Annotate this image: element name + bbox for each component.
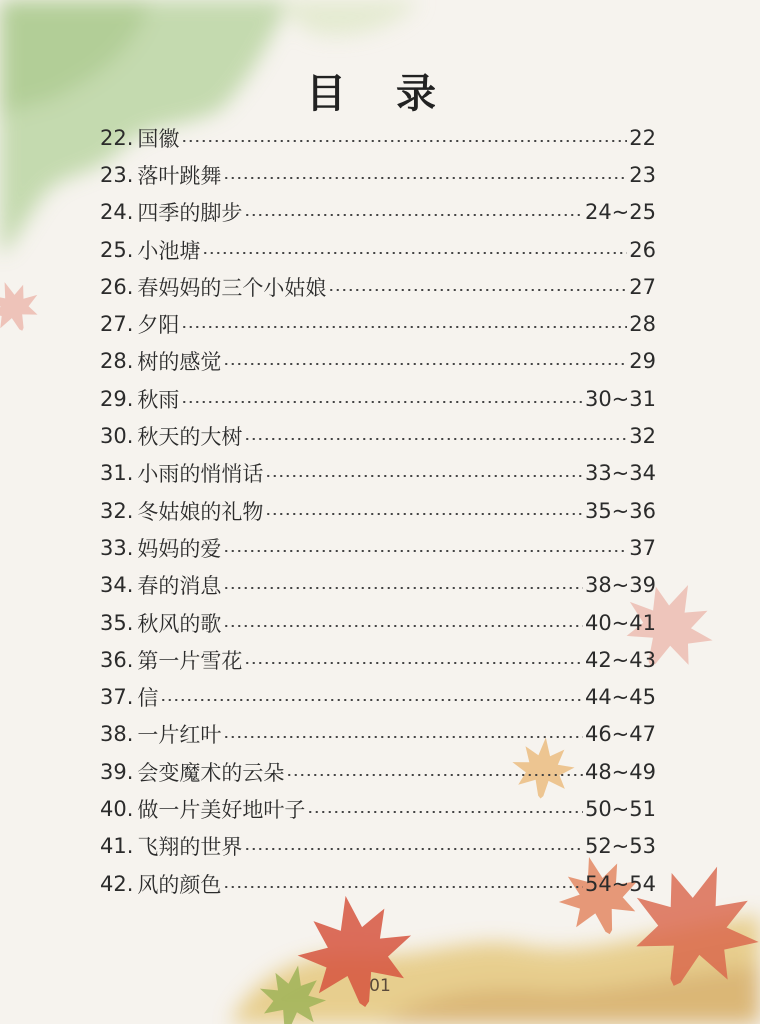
toc-entry[interactable] — [100, 268, 656, 305]
toc-entry-title: 风的颜色 — [137, 872, 222, 897]
toc-entry-page: 30~31 — [584, 386, 656, 411]
toc-entry-number: 29. — [100, 386, 134, 411]
toc-entry[interactable] — [100, 417, 656, 454]
toc-entry-number: 40. — [100, 796, 134, 821]
dot-leader — [244, 662, 583, 664]
toc-entry-number: 41. — [100, 834, 134, 859]
toc-entry-title: 秋天的大树 — [137, 425, 243, 450]
toc-entry-page: 46~47 — [584, 722, 656, 747]
toc-entry[interactable] — [100, 790, 656, 827]
toc-entry-page: 35~36 — [584, 498, 656, 523]
toc-entry-page: 33~34 — [584, 461, 656, 486]
toc-entry[interactable] — [100, 716, 656, 753]
toc-entry-number: 31. — [100, 461, 134, 486]
toc-entry-page: 27 — [629, 274, 656, 299]
table-of-contents — [100, 119, 656, 902]
dot-leader — [223, 886, 583, 888]
toc-entry-page: 24~25 — [584, 200, 656, 225]
toc-entry[interactable] — [100, 641, 656, 678]
toc-entry-page: 48~49 — [584, 759, 656, 784]
toc-entry[interactable] — [100, 865, 656, 902]
toc-entry-number: 36. — [100, 647, 134, 672]
toc-entry-page: 38~39 — [584, 573, 656, 598]
toc-entry-page: 54~54 — [584, 871, 656, 896]
toc-entry-number: 23. — [100, 162, 134, 187]
dot-leader — [181, 326, 627, 328]
dot-leader — [223, 177, 627, 179]
toc-entry-title: 树的感觉 — [137, 350, 222, 375]
toc-entry-number: 30. — [100, 424, 134, 449]
toc-entry-title: 冬姑娘的礼物 — [137, 499, 264, 524]
toc-entry-title: 秋风的歌 — [137, 611, 222, 636]
toc-entry[interactable] — [100, 492, 656, 529]
dot-leader — [307, 811, 583, 813]
toc-entry-page: 29 — [629, 349, 656, 374]
toc-entry-number: 24. — [100, 200, 134, 225]
page-number: 01 — [369, 976, 391, 996]
toc-entry-page: 42~43 — [584, 647, 656, 672]
toc-entry-title: 春妈妈的三个小姑娘 — [137, 275, 327, 300]
toc-entry-page: 32 — [629, 424, 656, 449]
dot-leader — [286, 774, 583, 776]
toc-entry[interactable] — [100, 343, 656, 380]
toc-entry-number: 35. — [100, 610, 134, 635]
toc-entry[interactable] — [100, 231, 656, 268]
toc-entry-title: 会变魔术的云朵 — [137, 760, 285, 785]
toc-entry-number: 28. — [100, 349, 134, 374]
toc-entry-number: 38. — [100, 722, 134, 747]
dot-leader — [244, 848, 583, 850]
toc-entry-number: 34. — [100, 573, 134, 598]
toc-entry[interactable] — [100, 156, 656, 193]
toc-entry-title: 第一片雪花 — [137, 648, 243, 673]
toc-entry-number: 37. — [100, 685, 134, 710]
toc-entry-title: 小雨的悄悄话 — [137, 462, 264, 487]
toc-entry-title: 一片红叶 — [137, 723, 222, 748]
toc-entry-page: 28 — [629, 312, 656, 337]
dot-leader — [223, 736, 583, 738]
toc-entry-number: 26. — [100, 274, 134, 299]
dot-leader — [181, 140, 627, 142]
toc-entry-page: 22 — [629, 125, 656, 150]
toc-entry-page: 50~51 — [584, 796, 656, 821]
toc-entry[interactable] — [100, 828, 656, 865]
toc-entry[interactable] — [100, 567, 656, 604]
toc-entry-title: 春的消息 — [137, 574, 222, 599]
toc-entry-title: 国徽 — [137, 126, 180, 151]
toc-entry[interactable] — [100, 753, 656, 790]
toc-entry-title: 落叶跳舞 — [137, 163, 222, 188]
toc-entry-page: 40~41 — [584, 610, 656, 635]
dot-leader — [202, 252, 627, 254]
toc-entry[interactable] — [100, 119, 656, 156]
toc-entry-number: 42. — [100, 871, 134, 896]
toc-entry-number: 27. — [100, 312, 134, 337]
toc-entry-page: 44~45 — [584, 685, 656, 710]
toc-entry-title: 信 — [137, 686, 159, 711]
toc-entry[interactable] — [100, 455, 656, 492]
dot-leader — [265, 513, 583, 515]
toc-entry[interactable] — [100, 604, 656, 641]
page-title: 目 录 — [306, 71, 454, 117]
dot-leader — [160, 699, 583, 701]
toc-entry[interactable] — [100, 678, 656, 715]
dot-leader — [223, 587, 583, 589]
toc-entry-title: 夕阳 — [137, 313, 180, 338]
toc-entry[interactable] — [100, 194, 656, 231]
toc-entry[interactable] — [100, 529, 656, 566]
dot-leader — [223, 625, 583, 627]
toc-entry-page: 37 — [629, 535, 656, 560]
toc-entry-title: 妈妈的爱 — [137, 536, 222, 561]
toc-entry-page: 23 — [629, 162, 656, 187]
toc-entry-title: 做一片美好地叶子 — [137, 797, 306, 822]
toc-entry-title: 秋雨 — [137, 387, 180, 412]
toc-entry[interactable] — [100, 305, 656, 342]
toc-entry-number: 33. — [100, 535, 134, 560]
toc-entry-number: 25. — [100, 237, 134, 262]
dot-leader — [244, 438, 627, 440]
dot-leader — [244, 214, 583, 216]
toc-entry-page: 52~53 — [584, 834, 656, 859]
toc-entry-number: 39. — [100, 759, 134, 784]
toc-entry-title: 飞翔的世界 — [137, 835, 243, 860]
toc-entry-page: 26 — [629, 237, 656, 262]
dot-leader — [223, 550, 627, 552]
toc-entry[interactable] — [100, 380, 656, 417]
dot-leader — [223, 363, 627, 365]
toc-entry-number: 32. — [100, 498, 134, 523]
toc-entry-title: 小池塘 — [137, 238, 201, 263]
dot-leader — [181, 401, 583, 403]
maple-leaf-icon — [0, 273, 47, 340]
toc-entry-number: 22. — [100, 125, 134, 150]
dot-leader — [265, 475, 583, 477]
toc-entry-title: 四季的脚步 — [137, 201, 243, 226]
dot-leader — [328, 289, 627, 291]
